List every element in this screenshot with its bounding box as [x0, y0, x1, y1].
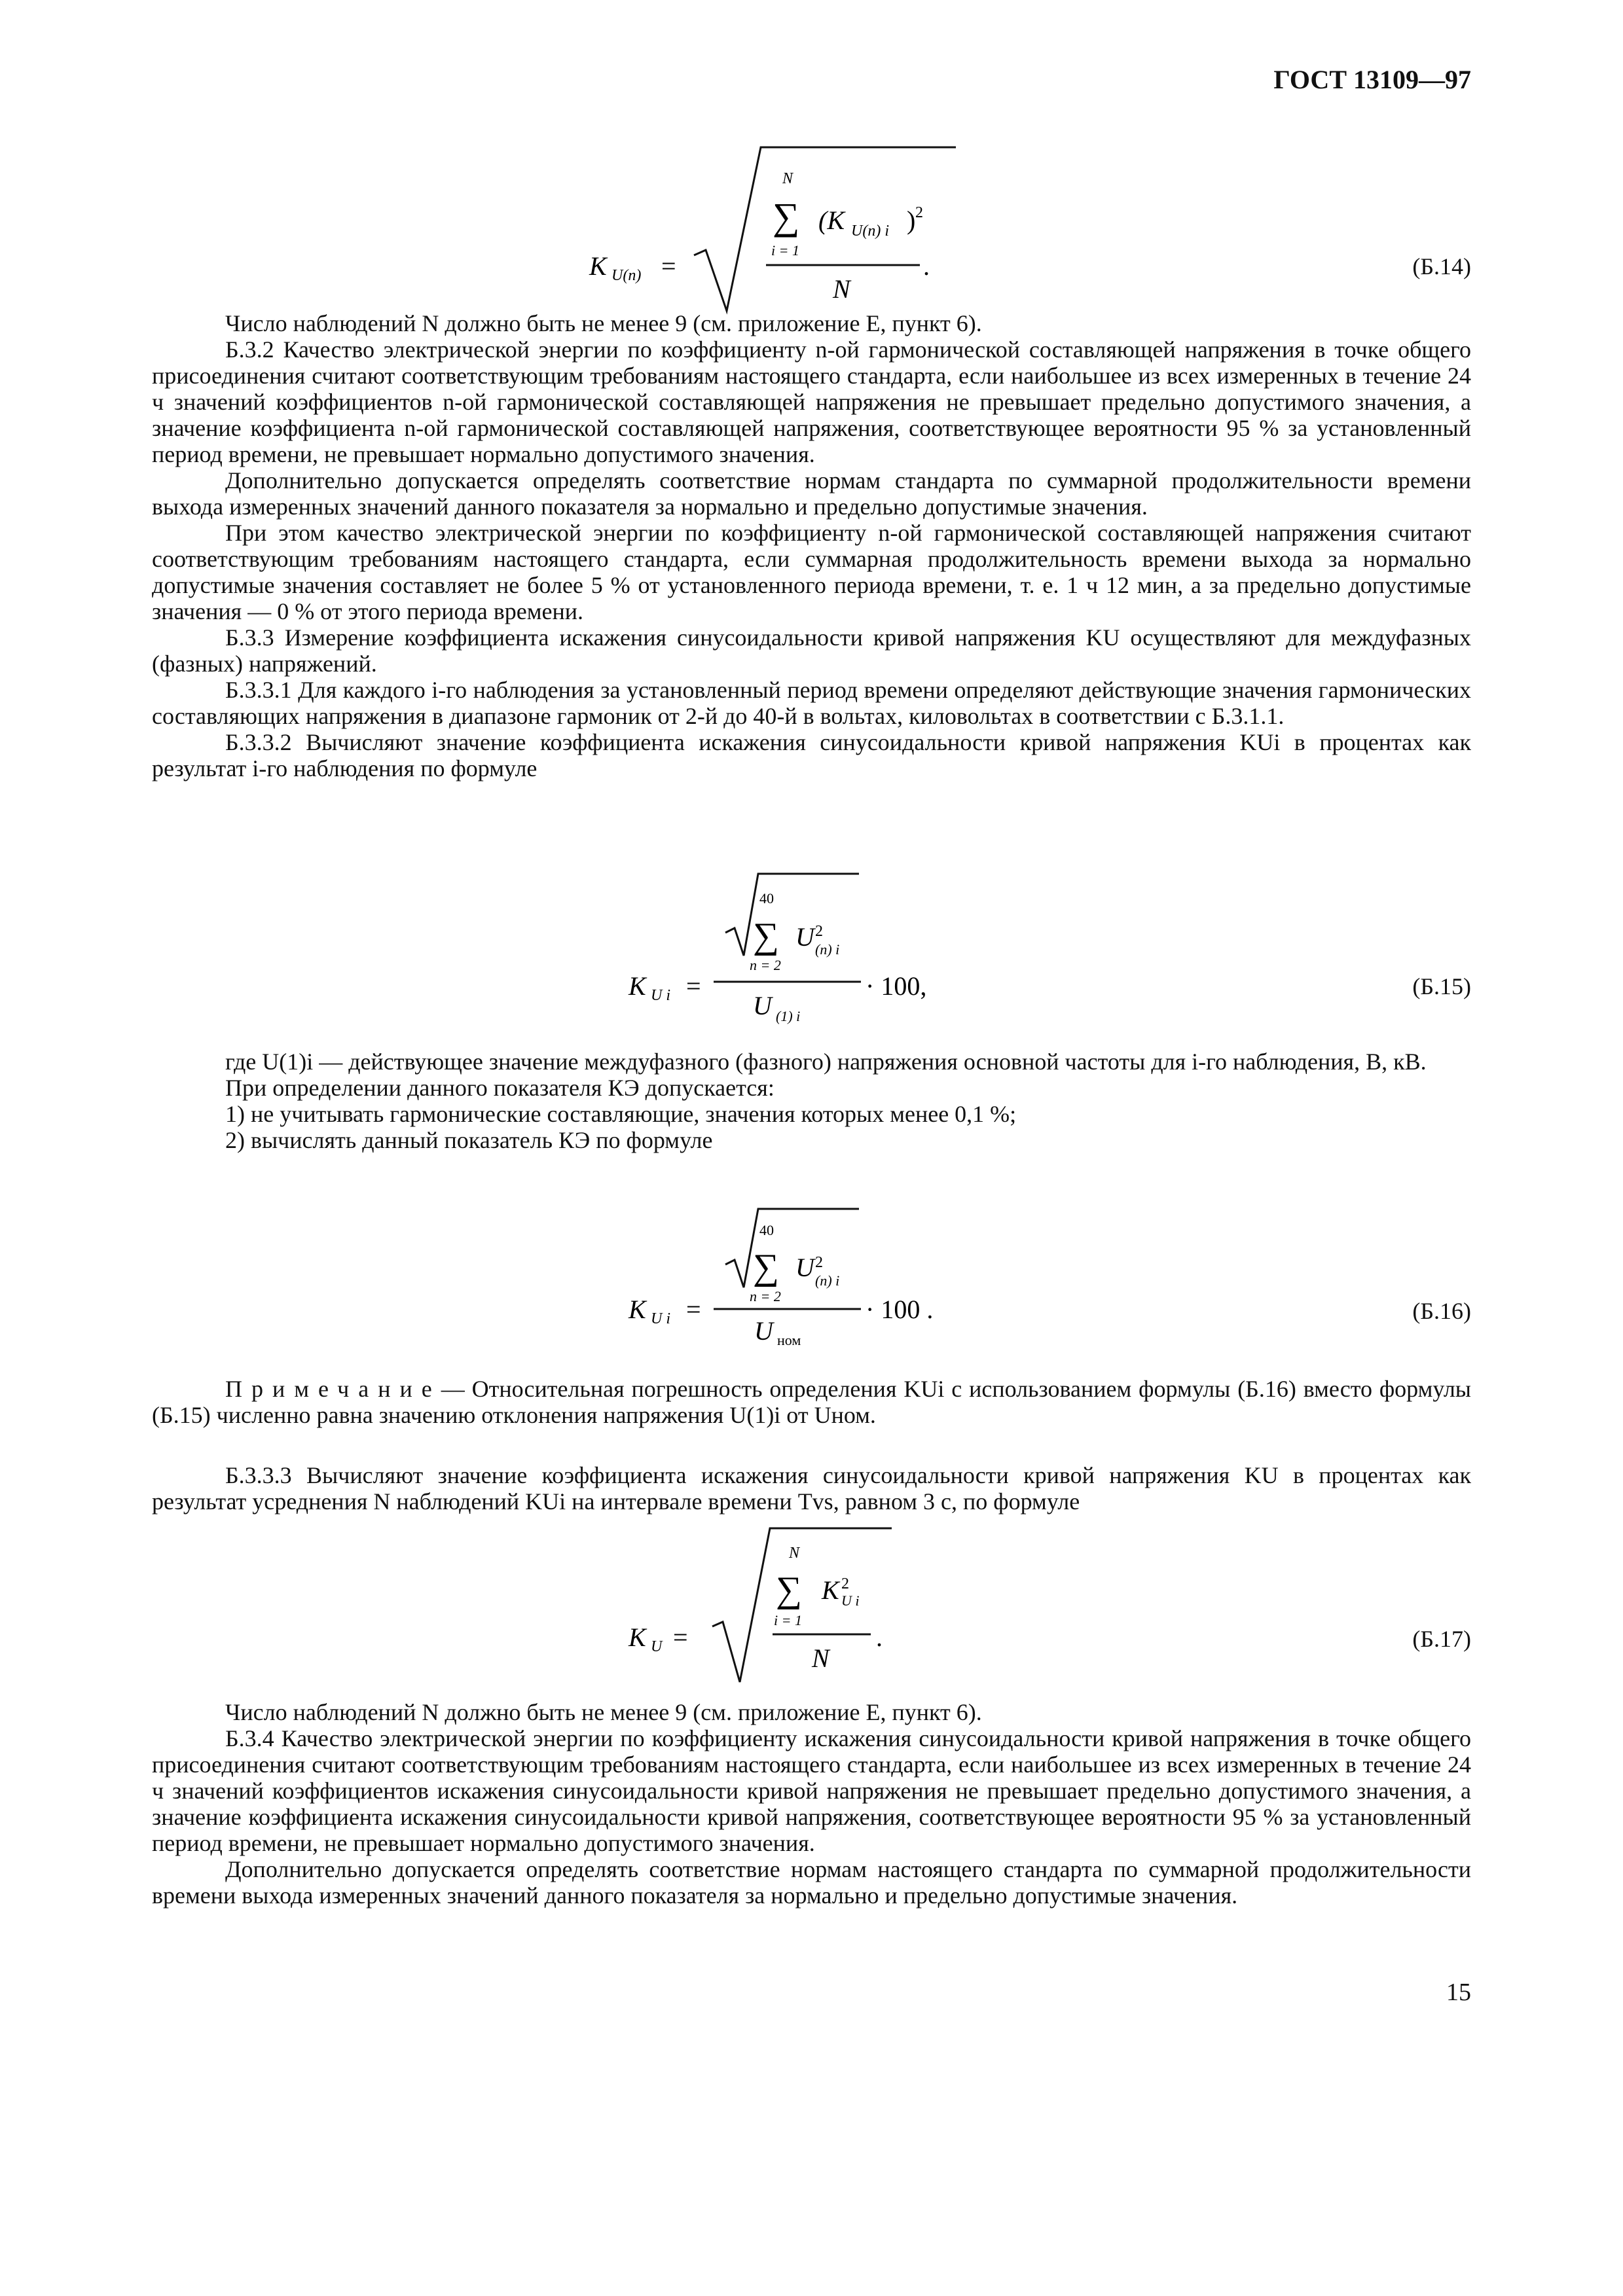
eq16-sum-bottom: n = 2	[750, 1288, 781, 1304]
eq17-sum: ∑	[776, 1570, 802, 1610]
eq14-sum-top: N	[782, 170, 793, 187]
paragraph-6: Б.3.3.1 Для каждого i-го наблюдения за установленный период времени определяют действующие значения гармонических составляющих напряжения в диапазоне гармоник от 2-й до 40-й в вольтах, киловольтах в соответствии с Б.3.1.1.	[152, 677, 1471, 729]
eq16-number: (Б.16)	[1412, 1298, 1471, 1324]
text-block-3	[152, 1462, 1471, 1515]
text-block-2	[152, 1049, 1471, 1153]
eq16-mult: · 100 .	[866, 1295, 934, 1324]
eq15-number: (Б.15)	[1412, 973, 1471, 999]
eq14-dot: .	[923, 251, 930, 281]
note-text: — Относительная погрешность определения KUi с использованием формулы (Б.16) вместо формулы (Б.15) численно равна значению отклонения напряжения U(1)i от Uном.	[152, 1376, 1471, 1428]
formula-b16-svg	[0, 1206, 1623, 1356]
eq14-number: (Б.14)	[1412, 253, 1471, 279]
eq15-sum-bottom: n = 2	[750, 957, 781, 973]
eq17-dot: .	[876, 1623, 883, 1652]
eq16-eq: =	[686, 1295, 701, 1324]
eq16-den: U	[754, 1316, 773, 1346]
eq15-lhs-sub: U i	[651, 987, 670, 1004]
eq17-sum-bottom: i = 1	[774, 1612, 802, 1628]
eq15-eq: =	[686, 971, 701, 1001]
paragraph-12: Б.3.3.3 Вычисляют значение коэффициента искажения синусоидальности кривой напряжения KU в процентах как результат усреднения N наблюдений KUi на интервале времени Tvs, равном 3 с, по формуле	[152, 1462, 1471, 1515]
paragraph-11: 2) вычислять данный показатель КЭ по формуле	[225, 1127, 713, 1153]
paragraph-13: Число наблюдений N должно быть не менее 9 (см. приложение Е, пункт 6).	[225, 1699, 982, 1725]
eq17-term-sup: 2	[841, 1575, 849, 1592]
paragraph-15: Дополнительно допускается определять соответствие нормам настоящего стандарта по суммарной продолжительности времени выхода измеренных значений данного показателя за нормально и предельно допустимые значения.	[152, 1856, 1471, 1909]
eq14-term-sub: U(n) i	[851, 223, 889, 240]
eq17-number: (Б.17)	[1412, 1626, 1471, 1652]
eq14-lhs-k: K	[589, 251, 607, 281]
eq17-term: K	[822, 1575, 839, 1605]
eq14-term-sup: 2	[915, 204, 923, 221]
paragraph-14: Б.3.4 Качество электрической энергии по коэффициенту искажения синусоидальности кривой напряжения в точке общего присоединения считают соответствующим требованиям настоящего стандарта, если наибольшее из всех измеренных в течение 24 ч значений коэффициентов искажения синусоидальности кривой напряжения не превышает предельно допустимого значения, а значение коэффициента искажения синусоидальности кривой напряжения, соответствующее вероятности 95 % за установленный период времени, не превышает нормально допустимого значения.	[152, 1725, 1471, 1856]
eq14-eq: =	[661, 251, 676, 281]
eq14-sum: ∑	[773, 195, 800, 238]
eq15-term: U	[795, 922, 814, 952]
eq16-lhs-k: K	[629, 1295, 646, 1324]
eq15-sum-top: 40	[759, 890, 774, 906]
paragraph-2: Б.3.2 Качество электрической энергии по коэффициенту n-ой гармонической составляющей напряжения в точке общего присоединения считают соответствующим требованиям настоящего стандарта, если наибольшее из всех измеренных в течение 24 ч значений коэффициентов n-ой гармонической составляющей напряжения не превышает предельно допустимого значения, а значение коэффициента n-ой гармонической составляющей напряжения, соответствующее вероятности 95 % за установленный период времени, не превышает нормально допустимого значения.	[152, 336, 1471, 467]
eq16-den-sub: ном	[777, 1332, 801, 1348]
page-number: 15	[1446, 1979, 1471, 2006]
note-paragraph	[152, 1376, 1471, 1428]
eq16-sum-top: 40	[759, 1222, 774, 1238]
eq17-lhs-sub: U	[651, 1638, 663, 1655]
paragraph-9: При определении данного показателя КЭ допускается:	[225, 1075, 775, 1101]
eq16-term: U	[795, 1253, 814, 1282]
paragraph-8: где U(1)i — действующее значение междуфазного (фазного) напряжения основной частоты для i-го наблюдения, В, кВ.	[225, 1049, 1427, 1075]
text-block-1	[152, 310, 1471, 781]
paragraph-10: 1) не учитывать гармонические составляющие, значения которых менее 0,1 %;	[225, 1101, 1017, 1127]
eq17-den: N	[812, 1643, 830, 1673]
eq15-den-sub: (1) i	[776, 1008, 801, 1024]
formula-b15-svg	[0, 870, 1623, 1034]
note-block	[152, 1376, 1471, 1428]
eq17-eq: =	[673, 1623, 688, 1652]
document-header: ГОСТ 13109—97	[1273, 65, 1471, 94]
eq14-term: (K	[818, 206, 845, 235]
eq16-lhs-sub: U i	[651, 1310, 670, 1327]
eq17-radical	[712, 1528, 892, 1682]
eq14-sum-bottom: i = 1	[771, 242, 799, 259]
eq17-term-sub: U i	[841, 1592, 860, 1609]
eq15-lhs-k: K	[629, 971, 646, 1001]
eq14-term-close: )	[907, 206, 916, 235]
eq16-term-sub: (n) i	[815, 1272, 840, 1289]
eq15-mult: · 100,	[866, 971, 927, 1001]
eq17-sum-top: N	[789, 1545, 800, 1562]
eq15-term-sup: 2	[815, 923, 823, 940]
formula-b17-svg	[0, 1522, 1623, 1698]
paragraph-5: Б.3.3 Измерение коэффициента искажения синусоидальности кривой напряжения KU осуществляют для междуфазных (фазных) напряжений.	[152, 624, 1471, 677]
text-block-4	[152, 1699, 1471, 1909]
eq16-sum: ∑	[753, 1247, 779, 1287]
eq15-den: U	[753, 991, 772, 1020]
paragraph-3: Дополнительно допускается определять соответствие нормам стандарта по суммарной продолжительности времени выхода измеренных значений данного показателя за нормально и предельно допустимые значения.	[152, 467, 1471, 520]
paragraph-4: При этом качество электрической энергии по коэффициенту n-ой гармонической составляющей напряжения считают соответствующим требованиям настоящего стандарта, если суммарная продолжительность времени выхода за нормально допустимые значения составляет не более 5 % от установленного периода времени, т. е. 1 ч 12 мин, а за предельно допустимые значения — 0 % от этого периода времени.	[152, 520, 1471, 624]
eq15-sum: ∑	[753, 916, 779, 956]
eq16-term-sup: 2	[815, 1254, 823, 1271]
paragraph-7: Б.3.3.2 Вычисляют значение коэффициента искажения синусоидальности кривой напряжения KUi в процентах как результат i-го наблюдения по формуле	[152, 729, 1471, 781]
note-label: Примечание	[225, 1376, 441, 1402]
paragraph-1: Число наблюдений N должно быть не менее 9 (см. приложение Е, пункт 6).	[225, 310, 982, 336]
eq14-lhs-sub: U(n)	[611, 267, 642, 284]
eq14-den: N	[833, 274, 850, 304]
eq15-term-sub: (n) i	[815, 941, 840, 958]
eq17-lhs-k: K	[629, 1623, 646, 1652]
